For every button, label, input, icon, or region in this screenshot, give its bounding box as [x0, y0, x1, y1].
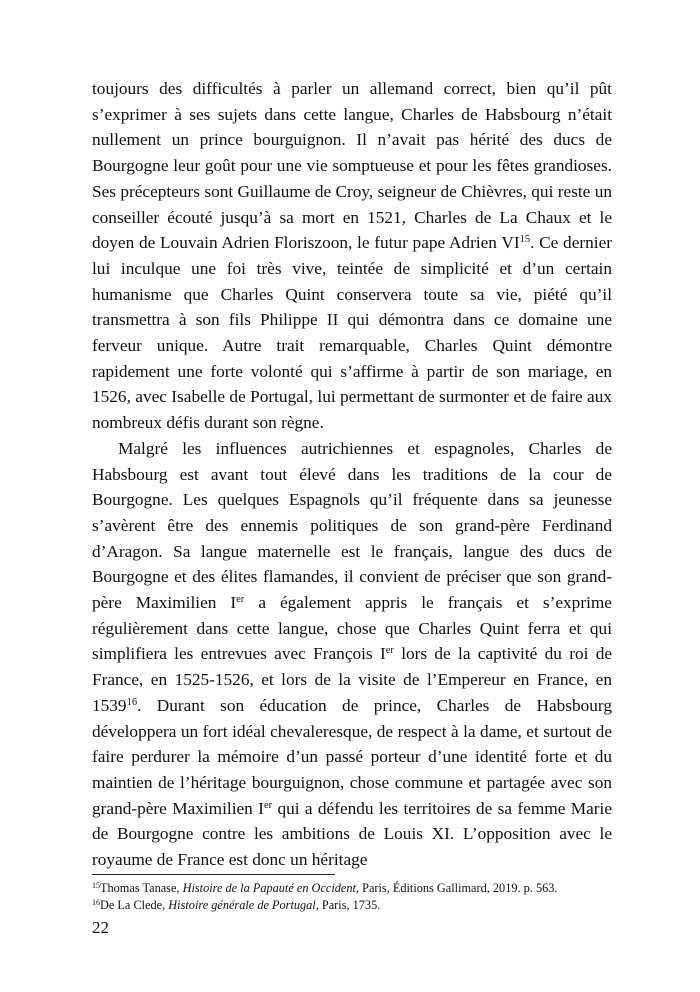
footnote-15	[92, 880, 632, 897]
footnote-16	[92, 897, 632, 914]
text-segment: toujours des difficultés à parler un allemand correct, bien qu’il pût s’exprimer à ses sujets dans cette langue, Charles de Habsbourg n’était nullement un prince bourguignon. Il n’avait pas hérité des ducs de Bourgogne leur goût pour une vie somptueuse et pour les fêtes grandioses. Ses précepteurs sont Guillaume de Croy, seigneur de Chièvres, qui reste un conseiller écouté jusqu’à sa mort en 1521, Charles de La Chaux et le doyen de Louvain Adrien Floriszoon, le futur pape Adrien VI	[92, 79, 612, 253]
footnote-details: , Paris, 1735.	[315, 898, 381, 912]
paragraph	[92, 436, 612, 873]
footnote-details: , Paris, Éditions Gallimard, 2019. p. 563.	[355, 881, 558, 895]
text-segment: a également appris le français et s’exprime régulièrement dans cette langue, chose que Charles Quint ferra et qui simplifiera les entrevues avec François I	[92, 593, 612, 664]
footnote-separator	[92, 874, 335, 875]
text-segment: lors de la captivité du roi de France, en 1525-1526, et lors de la visite de l’Empereur en France, en 1539	[92, 644, 613, 715]
superscript: 15	[519, 234, 531, 246]
footnote-author: Thomas Tanase,	[100, 881, 183, 895]
text-segment: Malgré les influences autrichiennes et espagnoles, Charles de Habsbourg est avant tout élevé dans les traditions de la cour de Bourgogne. Les quelques Espagnols qu’il fréquente dans sa jeunesse s’avèrent être des ennemis politiques de son grand-père Ferdinand d’Aragon. Sa langue maternelle est le français, langue des ducs de Bourgogne et des élites flamandes, il convient de préciser que son grand-père Maximilien I	[92, 438, 612, 613]
footnote-author: De La Clede,	[100, 898, 169, 912]
footnote-number: 16	[92, 898, 100, 907]
footnote-number: 15	[92, 881, 100, 890]
footnote-title: Histoire de la Papauté en Occident	[182, 881, 356, 895]
footnote-title: Histoire générale de Portugal	[168, 898, 316, 912]
superscript: er	[263, 799, 273, 811]
superscript: er	[385, 645, 394, 657]
footnotes	[92, 880, 632, 914]
page-number: 22	[92, 918, 109, 937]
body-text	[92, 76, 612, 873]
text-segment: qui a défendu les territoires de sa femme Marie de Bourgogne contre les ambitions de Louis XI. L’opposition avec le royaume de France est donc un héritage	[92, 798, 612, 870]
text-segment: . Ce dernier lui inculque une foi très vive, teintée de simplicité et d’un certain humanisme que Charles Quint conservera toute sa vie, piété qu’il transmettra à son fils Philippe II qui démontra dans ce domaine une ferveur unique. Autre trait remarquable, Charles Quint démontre rapidement une forte volonté qui s’affirme à partir de son mariage, en 1526, avec Isabelle de Portugal, lui permettant de surmonter et de faire aux nombreux défis durant son règne.	[92, 233, 612, 433]
text-segment: . Durant son éducation de prince, Charles de Habsbourg développera un fort idéal chevaleresque, de respect à la dame, et surtout de faire perdurer la mémoire d’un passé porteur d’une identité forte et du maintien de l’héritage bourguignon, chose commune et partagée avec son grand-père Maximilien I	[92, 695, 612, 818]
paragraph	[92, 76, 612, 436]
superscript: er	[236, 594, 245, 606]
superscript: 16	[126, 697, 138, 709]
